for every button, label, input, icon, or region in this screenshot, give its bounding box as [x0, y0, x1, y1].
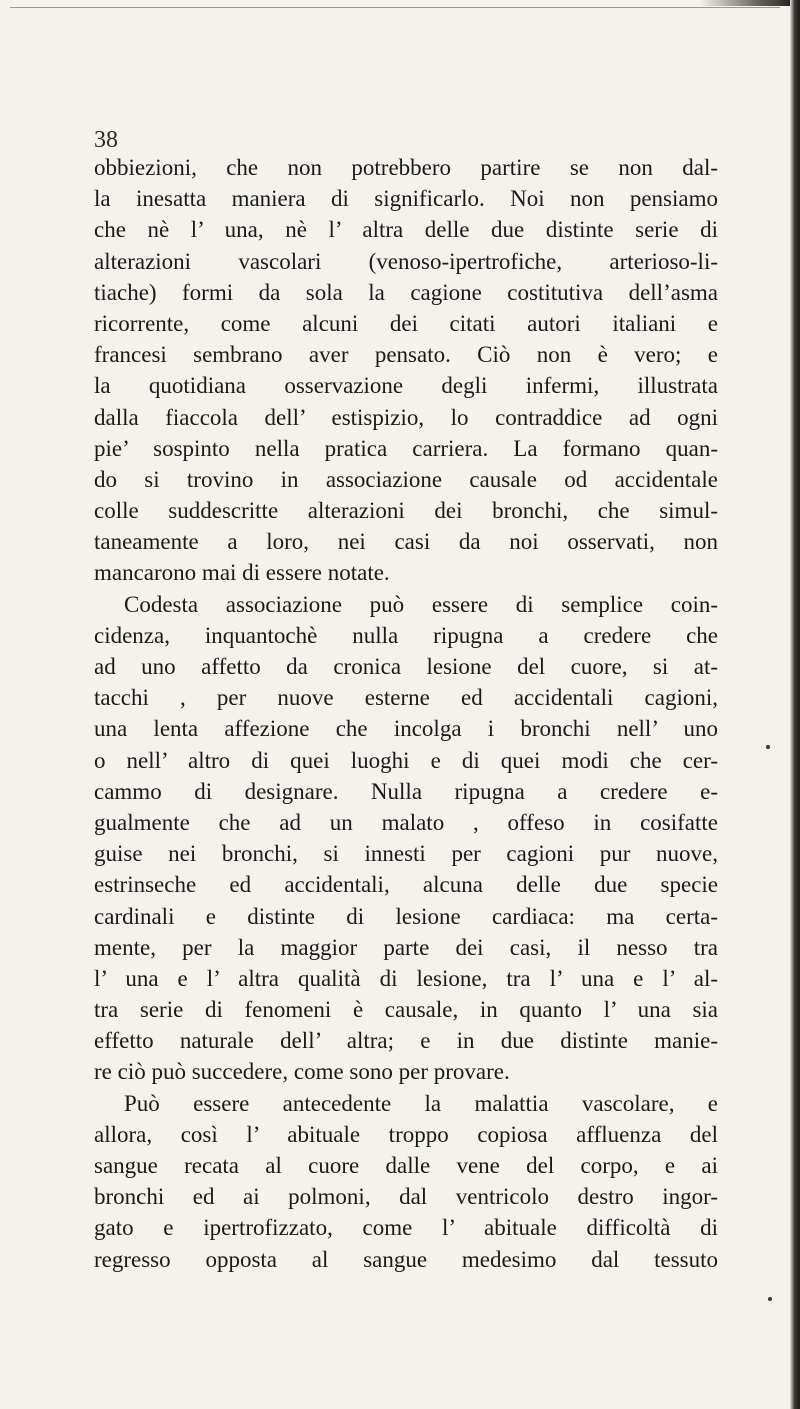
- margin-mark: [766, 745, 770, 749]
- text-line: la inesatta maniera di significarlo. Noi non pensiamo: [94, 186, 718, 212]
- text-line: estrinseche ed accidentali, alcuna delle due specie: [94, 872, 718, 898]
- margin-mark: [768, 1297, 772, 1301]
- text-line: taneamente a loro, nei casi da noi osservati, non: [94, 529, 718, 555]
- text-line: ad uno affetto da cronica lesione del cuore, si at-: [94, 654, 718, 679]
- text-line: tiache) formi da sola la cagione costitutiva dell’asma: [94, 279, 718, 305]
- text-line: l’ una e l’ altra qualità di lesione, tra l’ una e l’ al-: [94, 965, 718, 991]
- text-line: cardinali e distinte di lesione cardiaca: ma certa-: [94, 903, 718, 929]
- text-line: alterazioni vascolari (venoso-ipertrofiche, arterioso-li-: [94, 248, 718, 274]
- body-text: [94, 152, 718, 1275]
- text-line: cammo di designare. Nulla ripugna a credere e-: [94, 778, 718, 804]
- text-line: do si trovino in associazione causale od accidentale: [94, 466, 718, 492]
- text-line: sangue recata al cuore dalle vene del corpo, e ai: [94, 1153, 718, 1178]
- text-line: una lenta affezione che incolga i bronchi nell’ uno: [94, 716, 718, 742]
- top-rule: [10, 0, 780, 8]
- text-line: o nell’ altro di quei luoghi e di quei modi che cer-: [94, 747, 718, 773]
- text-line: obbiezioni, che non potrebbero partire se non dal-: [94, 155, 718, 180]
- text-line: Codesta associazione può essere di semplice coin-: [124, 591, 718, 617]
- page-number: 38: [94, 127, 118, 153]
- text-line: tra serie di fenomeni è causale, in quanto l’ una sia: [94, 997, 718, 1023]
- text-line: mancarono mai di essere notate.: [94, 560, 390, 586]
- text-line: tacchi , per nuove esterne ed accidentali cagioni,: [94, 685, 718, 711]
- text-line: colle suddescritte alterazioni dei bronchi, che simul-: [94, 498, 718, 524]
- text-line: ricorrente, come alcuni dei citati autori italiani e: [94, 310, 718, 336]
- top-edge-shadow: [700, 0, 790, 6]
- text-line: effetto naturale dell’ altra; e in due distinte manie-: [94, 1028, 718, 1054]
- binding-edge: [790, 0, 800, 1409]
- text-line: pie’ sospinto nella pratica carriera. La formano quan-: [94, 435, 718, 461]
- text-line: che nè l’ una, nè l’ altra delle due distinte serie di: [94, 217, 718, 243]
- text-line: re ciò può succedere, come sono per provare.: [94, 1059, 510, 1085]
- text-line: gato e ipertrofizzato, come l’ abituale difficoltà di: [94, 1215, 718, 1241]
- text-line: francesi sembrano aver pensato. Ciò non è vero; e: [94, 342, 718, 368]
- text-line: allora, così l’ abituale troppo copiosa affluenza del: [94, 1121, 718, 1147]
- text-line: mente, per la maggior parte dei casi, il nesso tra: [94, 934, 718, 960]
- text-line: guise nei bronchi, si innesti per cagioni pur nuove,: [94, 841, 718, 867]
- text-line: bronchi ed ai polmoni, dal ventricolo destro ingor-: [94, 1184, 718, 1210]
- text-line: regresso opposta al sangue medesimo dal tessuto: [94, 1246, 718, 1272]
- text-line: cidenza, inquantochè nulla ripugna a credere che: [94, 622, 718, 648]
- text-line: Può essere antecedente la malattia vascolare, e: [124, 1090, 718, 1116]
- text-line: la quotidiana osservazione degli infermi, illustrata: [94, 373, 718, 399]
- text-line: gualmente che ad un malato , offeso in cosifatte: [94, 809, 718, 835]
- text-line: dalla fiaccola dell’ estispizio, lo contraddice ad ogni: [94, 404, 718, 430]
